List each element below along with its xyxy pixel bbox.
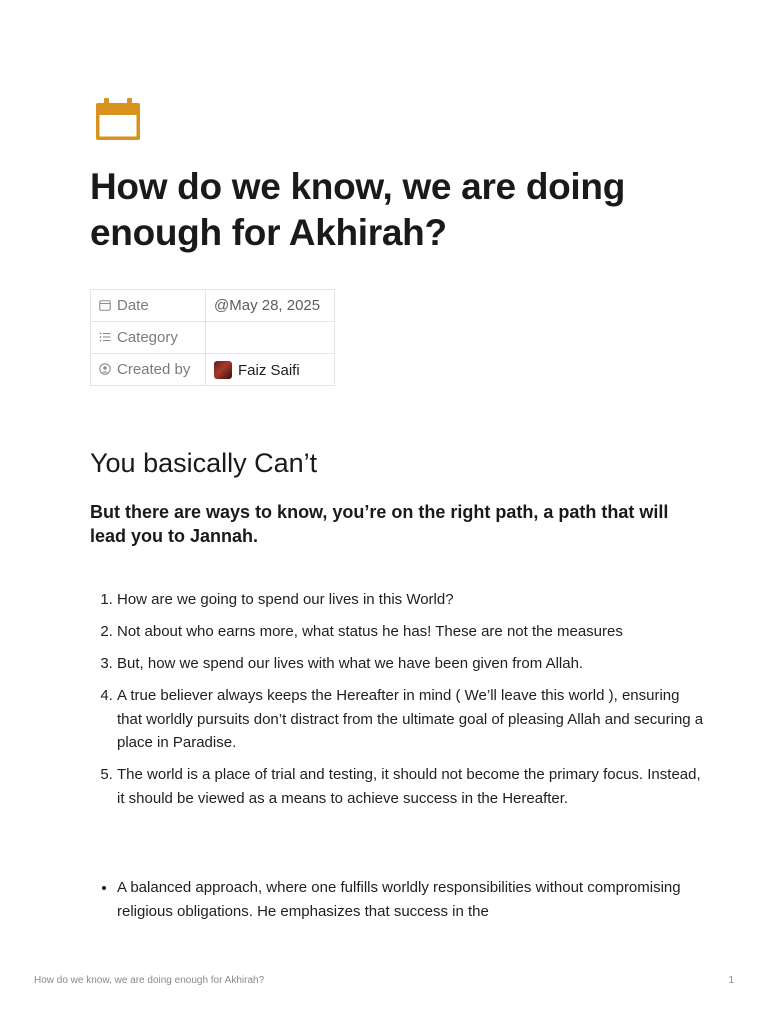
list-item: 3. But, how we spend our lives with what we have been given from Allah. [117, 652, 707, 676]
section-subheading: But there are ways to know, you’re on the right path, a path that will lead you to Jannah. [90, 502, 669, 546]
property-label: Date [117, 297, 149, 314]
footer-title: How do we know, we are doing enough for Akhirah? [34, 975, 265, 986]
property-row-date [91, 290, 335, 322]
property-key-category [91, 322, 206, 354]
calendar-icon [99, 299, 111, 311]
section-heading: You basically Can’t [90, 448, 318, 478]
properties-table [90, 289, 335, 386]
property-row-created-by [91, 354, 335, 386]
bullet-list [90, 876, 707, 923]
property-value-created-by[interactable] [206, 354, 335, 386]
property-label: Created by [117, 361, 191, 378]
list-item: 2. Not about who earns more, what status he has! These are not the measures [117, 620, 707, 644]
numbered-list [90, 588, 707, 819]
property-value-date[interactable]: @May 28, 2025 [206, 290, 335, 322]
list-item: 5. The world is a place of trial and testing, it should not become the primary focus. Instead, it should be viewed as a means to achieve success in the Hereafter. [117, 763, 707, 810]
list-item: • A balanced approach, where one fulfills worldly responsibilities without compromising religious obligations. He emphasizes that success in the [117, 876, 707, 923]
footer-page-number: 1 [728, 975, 734, 986]
property-row-category [91, 322, 335, 354]
property-key-date [91, 290, 206, 322]
property-value-category[interactable] [206, 322, 335, 354]
user-circle-icon [99, 363, 111, 375]
calendar-icon [96, 98, 140, 140]
list-icon [99, 331, 111, 343]
page-title: How do we know, we are doing enough for Akhirah? [90, 166, 626, 253]
list-item: 1. How are we going to spend our lives in this World? [117, 588, 707, 612]
property-label: Category [117, 329, 178, 346]
list-item: 4. A true believer always keeps the Hereafter in mind ( We’ll leave this world ), ensuring that worldly pursuits don’t distract from the ultimate goal of pleasing Allah and securing a place in Paradise. [117, 684, 707, 755]
property-key-created-by [91, 354, 206, 386]
avatar [214, 361, 232, 379]
creator-name: Faiz Saifi [238, 361, 300, 379]
